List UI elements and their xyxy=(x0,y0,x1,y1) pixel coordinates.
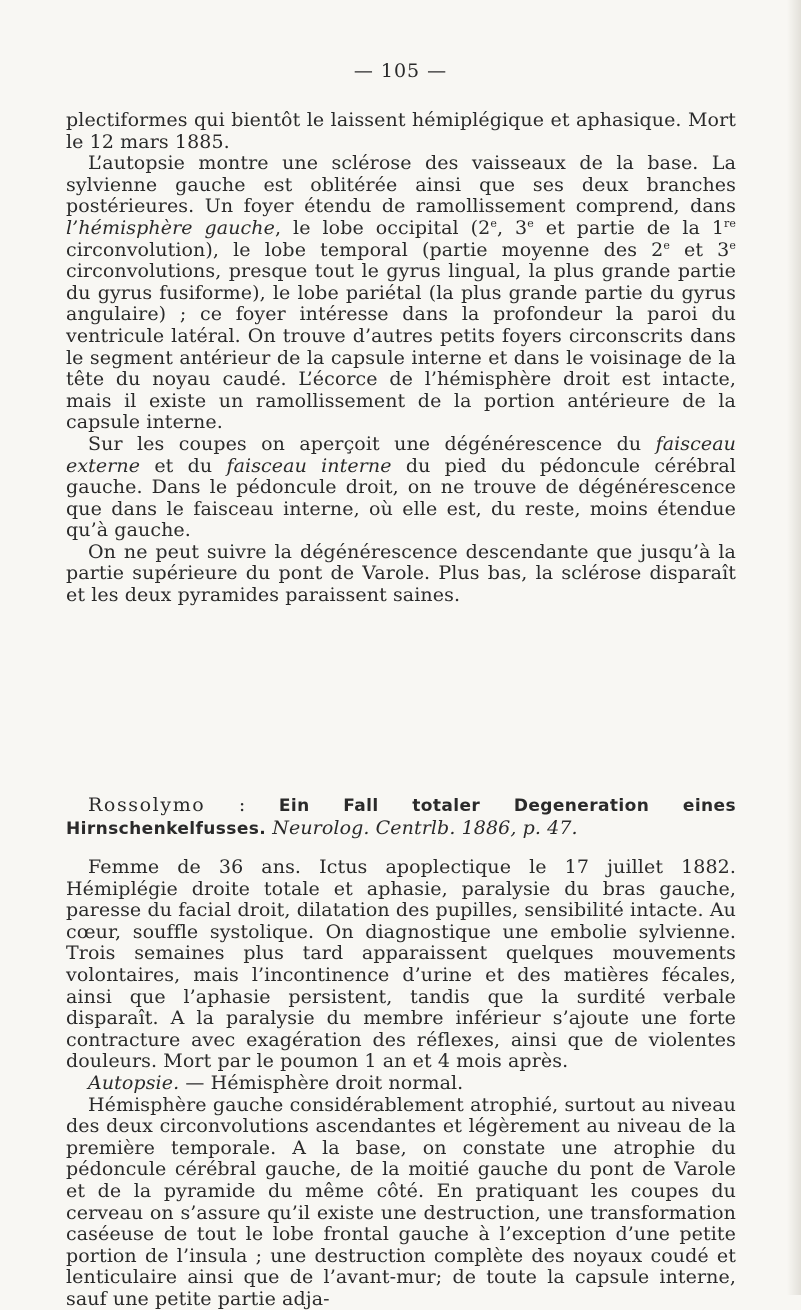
paragraph-text: — Hémisphère droit normal. xyxy=(179,1071,464,1094)
paragraph xyxy=(66,434,736,542)
page-edge-shadow xyxy=(787,0,801,1295)
superscript: re xyxy=(724,216,737,230)
paragraph xyxy=(66,857,736,1073)
paragraph-text: plectiformes qui bientôt le laissent hémiplégique et aphasique. Mort le 12 mars 1885. xyxy=(66,109,736,153)
superscript: e xyxy=(527,216,534,230)
paragraph-text: et partie de la 1 xyxy=(533,216,725,239)
paragraph-text: Hémisphère gauche considérablement atrophié, surtout au niveau des deux circonvolutions ascendantes et légèrement au niveau de la première temporale. A la base, on constate une atrophie du pédoncule cérébral gauche, de la moitié gauche du pont de Varole et de la pyramide du même côté. En pratiquant les coupes du cerveau on s’assure qu’il existe une destruction, une transformation caséeuse de tout le lobe frontal gauche à l’exception d’une petite portion de l’insula ; une destruction complète des noyaux coudé et lenticulaire ainsi que de l’avant-mur; de toute la capsule interne, sauf une petite partie adja- xyxy=(66,1093,736,1310)
paragraph xyxy=(66,1073,736,1095)
reference-author: Rossolymo xyxy=(88,794,206,816)
paragraph-text: , le lobe occipital (2 xyxy=(274,216,491,239)
reference-separator: : xyxy=(205,794,279,816)
paragraph xyxy=(66,542,736,607)
paragraph-text: Sur les coupes on aperçoit une dégénérescence du xyxy=(88,432,656,455)
paragraph-text: et du xyxy=(140,454,227,477)
reference-title: Ein Fall totaler Degeneration eines Hirnschenkelfusses. xyxy=(66,796,737,839)
italic-text: Autopsie. xyxy=(88,1071,180,1094)
page-number: — 105 — xyxy=(353,60,448,82)
reference-heading xyxy=(66,795,736,840)
paragraph-text: et 3 xyxy=(669,238,730,261)
paragraph-text: , 3 xyxy=(496,216,528,239)
text-block-lower xyxy=(66,857,736,1310)
reference-line xyxy=(66,795,736,840)
paragraph-text: circonvolution), le lobe temporal (partie moyenne des 2 xyxy=(66,238,664,261)
reference-source: Neurolog. Centrlb. 1886, p. 47. xyxy=(266,816,578,839)
superscript: e xyxy=(729,238,736,252)
paragraph-text: Femme de 36 ans. Ictus apoplectique le 17 juillet 1882. Hémiplégie droite totale et aphasie, paralysie du bras gauche, paresse du facial droit, dilatation des pupilles, sensibilité intacte. Au cœur, souffle systolique. On diagnostique une embolie sylvienne. Trois semaines plus tard apparaissent quelques mouvements volontaires, mais l’incontinence d’urine et des matières fécales, ainsi que l’aphasie persistent, tandis que la surdité verbale disparaît. A la paralysie du membre inférieur s’ajoute une forte contracture avec exagération des réflexes, ainsi que de violentes douleurs. Mort par le poumon 1 an et 4 mois après. xyxy=(66,856,736,1073)
paragraph-text: L’autopsie montre une sclérose des vaisseaux de la base. La sylvienne gauche est oblitérée ainsi que ses deux branches postérieures. Un foyer étendu de ramollissement comprend, dans xyxy=(66,152,736,218)
italic-text: l’hémisphère gauche xyxy=(66,216,275,239)
text-block-upper xyxy=(66,110,736,607)
paragraph xyxy=(66,153,736,434)
paragraph xyxy=(66,1095,736,1310)
superscript: e xyxy=(490,216,497,230)
italic-text: faisceau externe xyxy=(66,432,736,477)
paragraph-text: du pied du pédoncule cérébral gauche. Dans le pédoncule droit, on ne trouve de dégénérescence que dans le faisceau interne, où elle est, du reste, moins étendue qu’à gauche. xyxy=(66,454,736,542)
paragraph xyxy=(66,110,736,153)
paragraph-text: circonvolutions, presque tout le gyrus lingual, la plus grande partie du gyrus fusiforme), le lobe pariétal (la plus grande partie du gyrus angulaire) ; ce foyer intéresse dans la profondeur la paroi du ventricule latéral. On trouve d’autres petits foyers circonscrits dans le segment antérieur de la capsule interne et dans le voisinage de la tête du noyau caudé. L’écorce de l’hémisphère droit est intacte, mais il existe un ramollissement de la portion antérieure de la capsule interne. xyxy=(66,260,736,434)
paragraph-text: On ne peut suivre la dégénérescence descendante que jusqu’à la partie supérieure du pont de Varole. Plus bas, la sclérose disparaît et les deux pyramides paraissent saines. xyxy=(66,540,736,607)
italic-text: faisceau interne xyxy=(226,454,392,477)
superscript: e xyxy=(663,238,670,252)
